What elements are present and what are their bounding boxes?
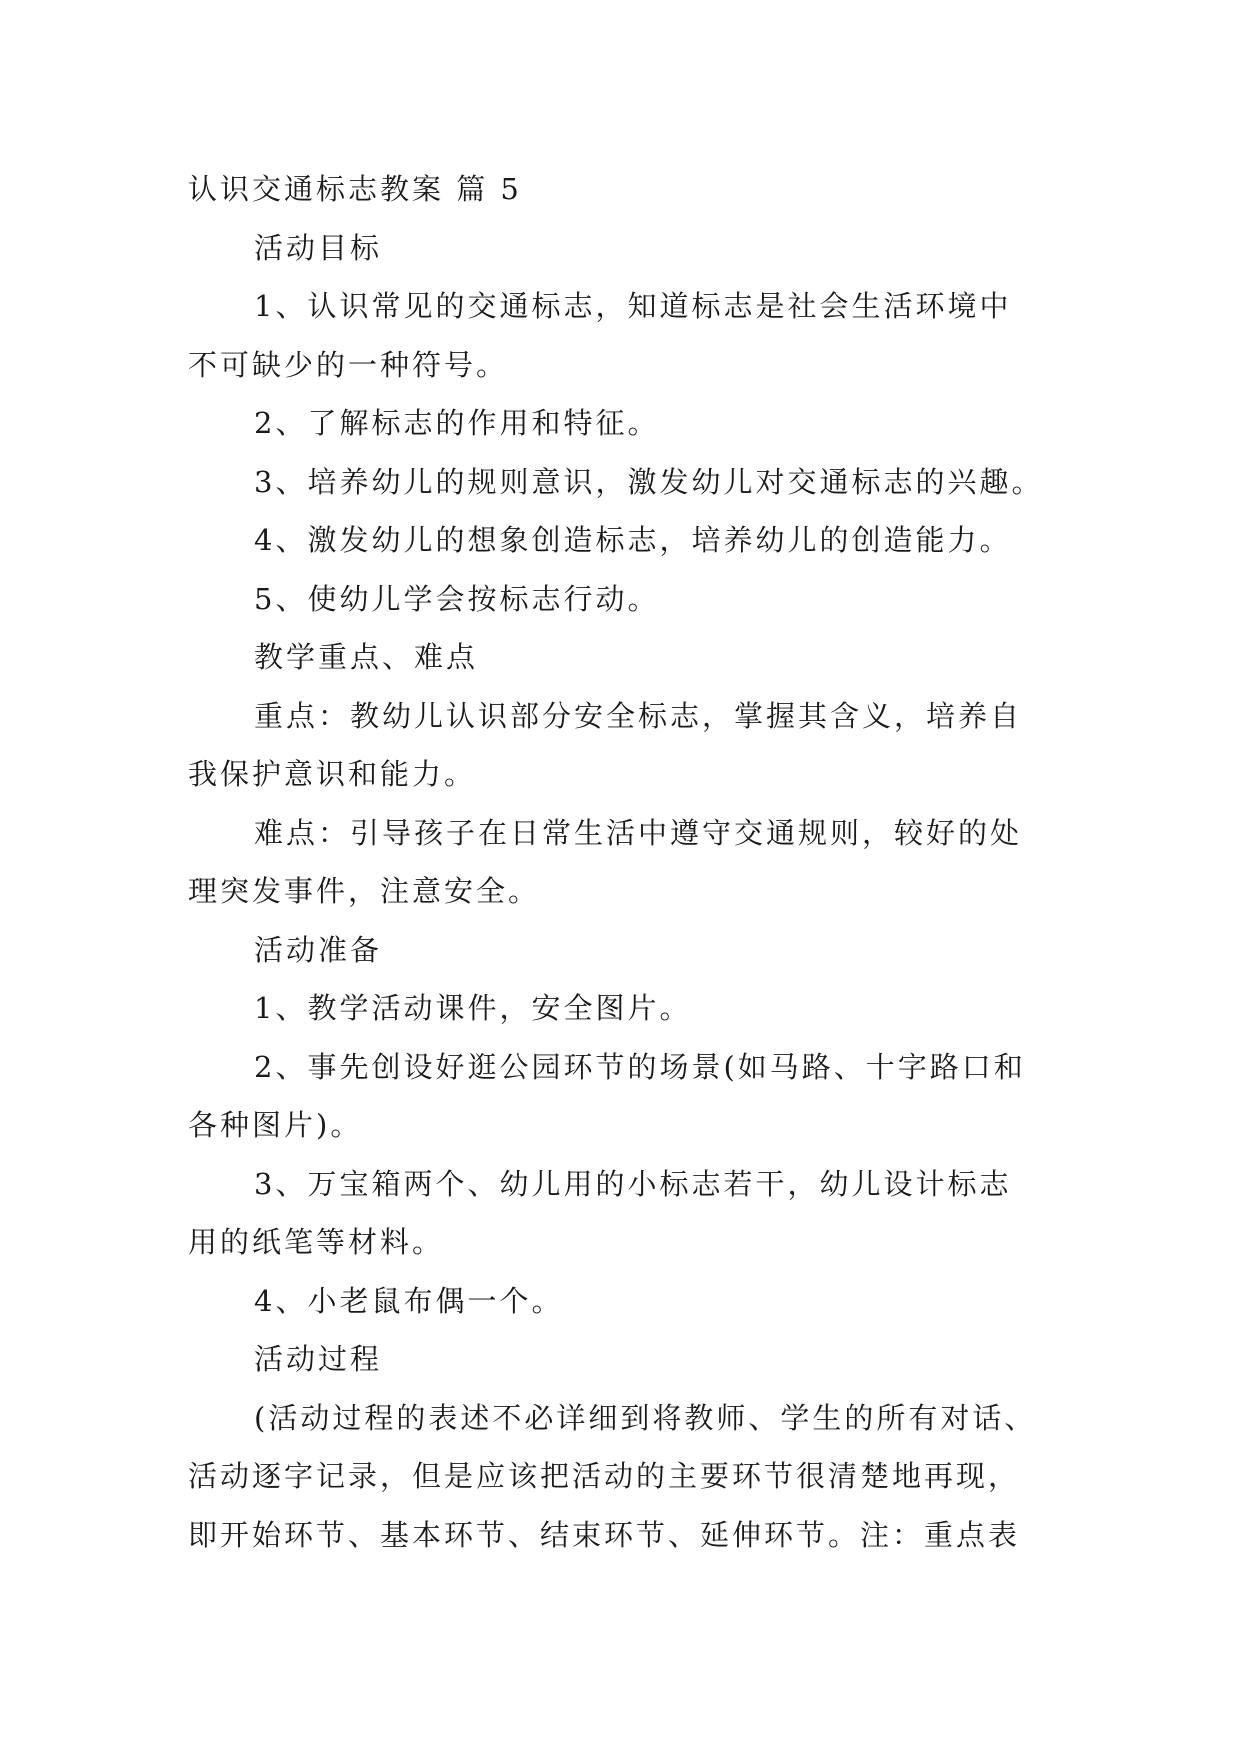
paragraph-line: 2、了解标志的作用和特征。 — [254, 406, 660, 440]
paragraph-line: 3、万宝箱两个、幼儿用的小标志若干，幼儿设计标志 — [254, 1166, 1012, 1201]
paragraph-line: 5、使幼儿学会按标志行动。 — [254, 581, 660, 616]
paragraph-line: 活动逐字记录，但是应该把活动的主要环节很清楚地再现， — [188, 1459, 1021, 1493]
section-heading-process: 活动过程 — [254, 1342, 383, 1376]
paragraph-line: 4、激发幼儿的想象创造标志，培养幼儿的创造能力。 — [254, 523, 1012, 557]
paragraph-line: 难点：引导孩子在日常生活中遵守交通规则，较好的处 — [254, 815, 1023, 850]
paragraph-line: 3、培养幼儿的规则意识，激发幼儿对交通标志的兴趣。 — [254, 464, 1044, 499]
paragraph-line: 重点：教幼儿认识部分安全标志，掌握其含义，培养自 — [254, 698, 1023, 733]
document-body — [188, 160, 1068, 1564]
document-title: 认识交通标志教案 篇 5 — [188, 172, 522, 206]
paragraph-line: 我保护意识和能力。 — [188, 757, 477, 791]
paragraph-line: 不可缺少的一种符号。 — [188, 347, 509, 382]
paragraph-line: 各种图片)。 — [188, 1108, 363, 1142]
paragraph-line: 理突发事件，注意安全。 — [188, 874, 541, 908]
paragraph-line: (活动过程的表述不必详细到将教师、学生的所有对话、 — [254, 1400, 1037, 1435]
paragraph-line: 4、小老鼠布偶一个。 — [254, 1283, 564, 1318]
paragraph-line: 1、认识常见的交通标志，知道标志是社会生活环境中 — [254, 289, 1012, 323]
section-heading-goals: 活动目标 — [254, 230, 383, 265]
paragraph-line: 用的纸笔等材料。 — [188, 1225, 445, 1259]
paragraph-line: 2、事先创设好逛公园环节的场景(如马路、十字路口和 — [254, 1049, 1026, 1084]
section-heading-focus: 教学重点、难点 — [254, 640, 479, 674]
paragraph-line: 1、教学活动课件，安全图片。 — [254, 991, 692, 1025]
section-heading-preparation: 活动准备 — [254, 932, 383, 967]
paragraph-line: 即开始环节、基本环节、结束环节、延伸环节。注：重点表 — [188, 1517, 1021, 1552]
